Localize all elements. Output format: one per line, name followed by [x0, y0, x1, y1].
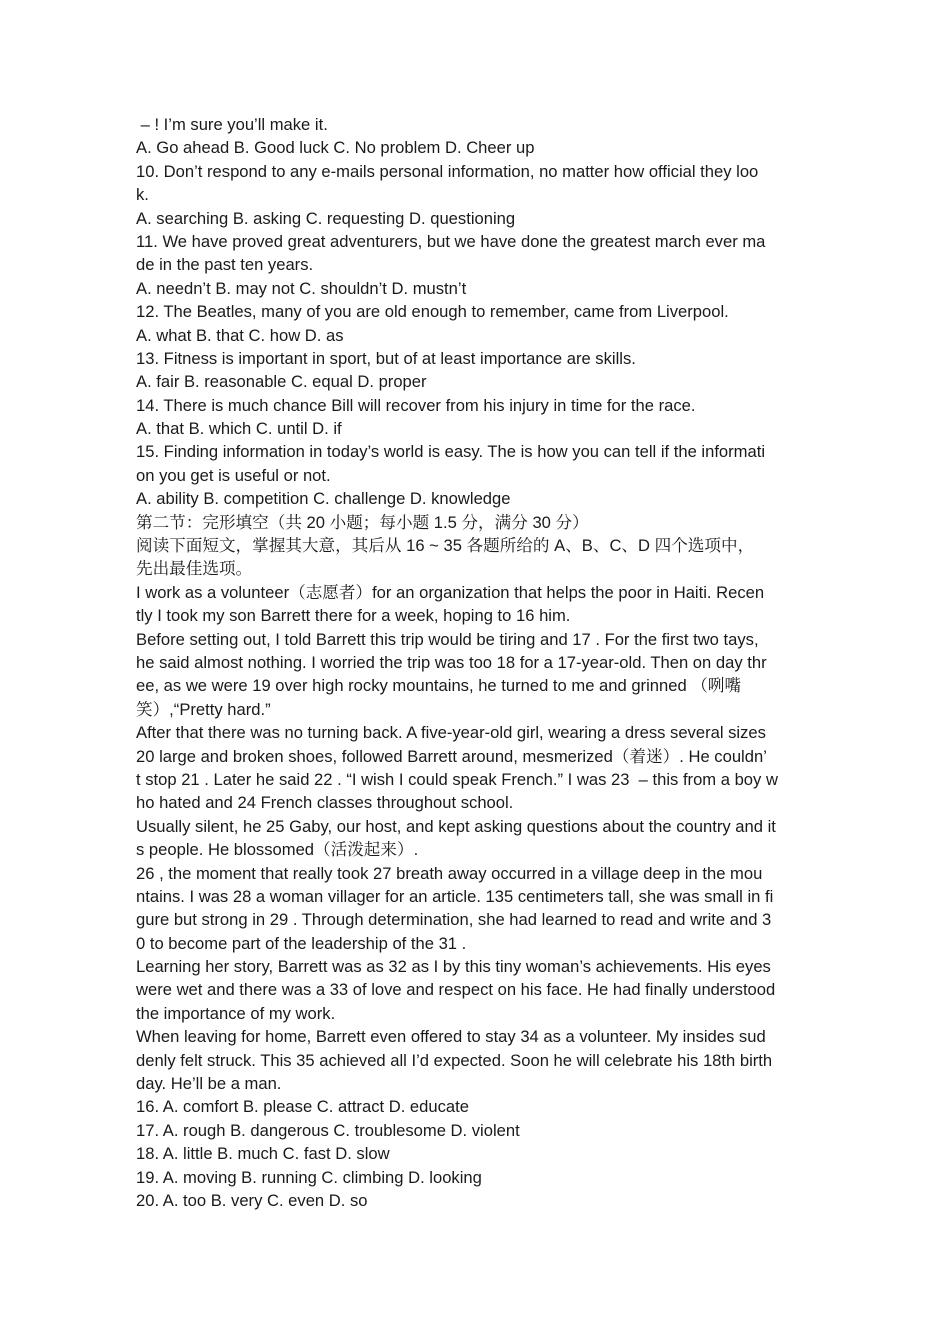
instruction-line: 先出最佳选项。 [136, 559, 253, 579]
text-line: gure but strong in 29 . Through determination, she had learned to read and write and 3 [136, 910, 772, 930]
text-line: ee, as we were 19 over high rocky mountains, he turned to me and grinned （咧嘴 [136, 676, 742, 696]
text-line: A. searching B. asking C. requesting D. questioning [136, 208, 516, 228]
text-line: A. needn’t B. may not C. shouldn’t D. mustn’t [136, 278, 467, 298]
text-line: denly felt struck. This 35 achieved all I’d expected. Soon he will celebrate his 18th birth [136, 1050, 773, 1070]
text-line: 13. Fitness is important in sport, but of at least importance are skills. [136, 348, 636, 368]
text-line: When leaving for home, Barrett even offered to stay 34 as a volunteer. My insides sud [136, 1027, 766, 1047]
text-line: A. Go ahead B. Good luck C. No problem D. Cheer up [136, 138, 535, 158]
text-line: 14. There is much chance Bill will recover from his injury in time for the race. [136, 395, 696, 415]
text-line: the importance of my work. [136, 1003, 336, 1023]
text-line: de in the past ten years. [136, 255, 314, 275]
text-line: A. what B. that C. how D. as [136, 325, 344, 345]
text-line: Learning her story, Barrett was as 32 as I by this tiny woman’s achievements. His eyes [136, 957, 771, 977]
text-line: 18. A. little B. much C. fast D. slow [136, 1144, 390, 1164]
text-line: 11. We have proved great adventurers, but we have done the greatest march ever ma [136, 231, 766, 251]
text-line: k. [136, 185, 149, 205]
text-line: day. He’ll be a man. [136, 1074, 282, 1094]
text-line: 15. Finding information in today’s world is easy. The is how you can tell if the informati [136, 442, 766, 462]
document-body [136, 113, 820, 1212]
text-line: t stop 21 . Later he said 22 . “I wish I could speak French.” I was 23 – this from a boy w [136, 769, 778, 789]
text-line: ho hated and 24 French classes throughout school. [136, 793, 514, 813]
text-line: Before setting out, I told Barrett this trip would be tiring and 17 . For the first two tays, [136, 629, 759, 649]
text-line: After that there was no turning back. A five-year-old girl, wearing a dress several sizes [136, 723, 766, 743]
text-line: 16. A. comfort B. please C. attract D. educate [136, 1097, 469, 1117]
text-line: on you get is useful or not. [136, 465, 331, 485]
text-line: s people. He blossomed（活泼起来）. [136, 840, 419, 860]
text-line: A. ability B. competition C. challenge D. knowledge [136, 489, 511, 509]
text-line: tly I took my son Barrett there for a week, hoping to 16 him. [136, 606, 571, 626]
text-line: 12. The Beatles, many of you are old enough to remember, came from Liverpool. [136, 302, 729, 322]
text-line: 笑）,“Pretty hard.” [136, 699, 271, 719]
text-line: 0 to become part of the leadership of the 31 . [136, 933, 467, 953]
text-line: I work as a volunteer（志愿者）for an organization that helps the poor in Haiti. Recen [136, 582, 765, 602]
text-line: A. that B. which C. until D. if [136, 419, 342, 439]
text-line: 10. Don’t respond to any e-mails personal information, no matter how official they loo [136, 161, 759, 181]
text-line: ntains. I was 28 a woman villager for an article. 135 centimeters tall, she was small in fi [136, 886, 774, 906]
text-line: A. fair B. reasonable C. equal D. proper [136, 372, 427, 392]
text-line: 26 , the moment that really took 27 breath away occurred in a village deep in the mou [136, 863, 763, 883]
text-line: he said almost nothing. I worried the trip was too 18 for a 17-year-old. Then on day thr [136, 652, 767, 672]
text-line: 19. A. moving B. running C. climbing D. looking [136, 1167, 482, 1187]
text-line: 17. A. rough B. dangerous C. troublesome D. violent [136, 1120, 520, 1140]
text-line: – ! I’m sure you’ll make it. [136, 115, 328, 134]
section-heading: 第二节：完形填空（共 20 小题；每小题 1.5 分，满分 30 分） [136, 512, 589, 532]
text-line: were wet and there was a 33 of love and respect on his face. He had finally understood [136, 980, 776, 1000]
text-line: 20 large and broken shoes, followed Barrett around, mesmerized（着迷）. He couldn’ [136, 746, 767, 766]
text-line: 20. A. too B. very C. even D. so [136, 1190, 368, 1210]
text-line: Usually silent, he 25 Gaby, our host, and kept asking questions about the country and it [136, 816, 776, 836]
instruction-line: 阅读下面短文，掌握其大意，其后从 16 ~ 35 各题所给的 A、B、C、D 四个选项中， [136, 536, 755, 556]
